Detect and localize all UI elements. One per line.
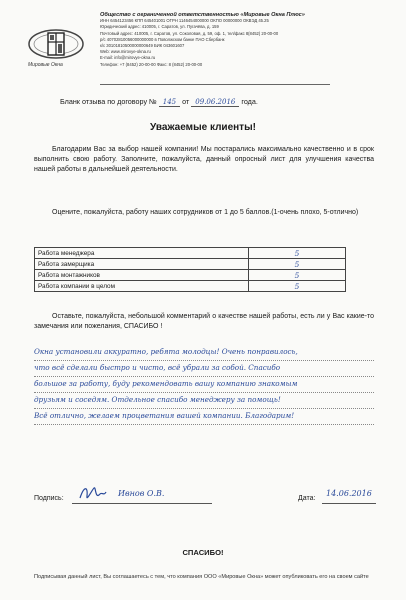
letterhead-line: Web: www.mirovye-okna.ru <box>100 49 151 55</box>
rating-score-field[interactable]: 5 <box>249 270 346 281</box>
logo-caption: Мировые Окна <box>28 62 63 68</box>
letterhead-line: Юридический адрес: 410005, г. Саратов, ул. Пугачёва, д. 159 <box>100 24 219 30</box>
rating-prompt: Оцените, пожалуйста, работу наших сотрудников от 1 до 5 баллов.(1-очень плохо, 5-отлично) <box>52 209 359 216</box>
comment-line: Окна установили аккуратно, ребята молодцы! Очень понравилось, <box>34 345 374 361</box>
date-label: от <box>182 97 190 106</box>
table-row <box>35 259 346 270</box>
signature-name-field[interactable]: Ивнов О.В. <box>118 489 165 498</box>
rating-label: Работа компании в целом <box>35 281 249 292</box>
rating-label: Работа замерщика <box>35 259 249 270</box>
table-row <box>35 270 346 281</box>
comment-line: Всё отлично, желаем процветания вашей компании. Благодарим! <box>34 409 374 425</box>
comment-prompt: Оставьте, пожалуйста, небольшой комментарий о качестве нашей работы, есть ли у Вас какие-то замечания или пожелания, СПАСИБО ! <box>34 313 374 331</box>
signature-label: Подпись: <box>34 495 64 502</box>
letterhead-line: Телефон: +7 (8452) 20-00-00 Факс: 8 (8452) 20-00-00 <box>100 61 203 67</box>
ratings-table <box>34 247 346 292</box>
contract-date-field[interactable]: 09.06.2016 <box>191 98 239 107</box>
letterhead-line: ИНН 6454123456 КПП 645401001 ОГРН 1146454000000 ОКПО 00000000 ОКВЭД 45.25 <box>100 18 269 24</box>
rating-score-field[interactable]: 5 <box>249 248 346 259</box>
comment-line: большое за работу, буду рекомендовать вашу компанию знакомым <box>34 377 374 393</box>
form-title-line <box>60 97 400 107</box>
comment-line: друзьям и соседям. Отдельное спасибо менеджеру за помощь! <box>34 393 374 409</box>
thanks-text: СПАСИБО! <box>182 548 224 557</box>
year-suffix: года. <box>241 97 258 106</box>
rating-score-field[interactable]: 5 <box>249 281 346 292</box>
consent-footnote: Подписывая данный лист, Вы соглашаетесь с тем, что компания ООО «Мировые Окна» может опубликовать его на своем сайте <box>34 574 369 580</box>
greeting-heading: Уважаемые клиенты! <box>150 122 256 133</box>
letterhead-divider <box>100 84 330 85</box>
rating-score-field[interactable]: 5 <box>249 259 346 270</box>
letterhead <box>100 12 400 68</box>
date-label: Дата: <box>298 495 316 502</box>
rating-label: Работа монтажников <box>35 270 249 281</box>
company-name: Общество с ограниченной ответственностью «Мировые Окна Плюс» <box>100 12 305 18</box>
comment-line: что всё сделали быстро и чисто, всё убрали за собой. Спасибо <box>34 361 374 377</box>
signature-scribble-icon <box>78 482 108 504</box>
comment-area[interactable] <box>34 345 374 425</box>
rating-label: Работа менеджера <box>35 248 249 259</box>
letterhead-line: E-mail: info@mirovye-okna.ru <box>100 55 156 61</box>
letterhead-line: к/с 30101810500000000649 БИК 043601607 <box>100 43 185 49</box>
table-row <box>35 281 346 292</box>
contract-number-field[interactable]: 145 <box>159 98 180 107</box>
intro-paragraph: Благодарим Вас за выбор нашей компании! Мы постарались максимально качественно и в срок выполнить свою работу. Заполните, пожалуйста, данный опросный лист для улучшения качества нашей работы в дальнейшей деятельности. <box>34 146 374 174</box>
signature-date-field[interactable]: 14.06.2016 <box>326 489 372 498</box>
table-row <box>35 248 346 259</box>
letterhead-line: Почтовый адрес: 410005, г. Саратов, ул. Соколовая, д. 59, оф. 1, тел/факс 8(8452) 20-00-00 <box>100 30 279 36</box>
date-line <box>322 503 376 504</box>
letterhead-line: р/с 40702810056000000000 в Поволжском банке ПАО Сбербанк <box>100 36 225 42</box>
form-title: Бланк отзыва по договору № <box>60 97 157 106</box>
